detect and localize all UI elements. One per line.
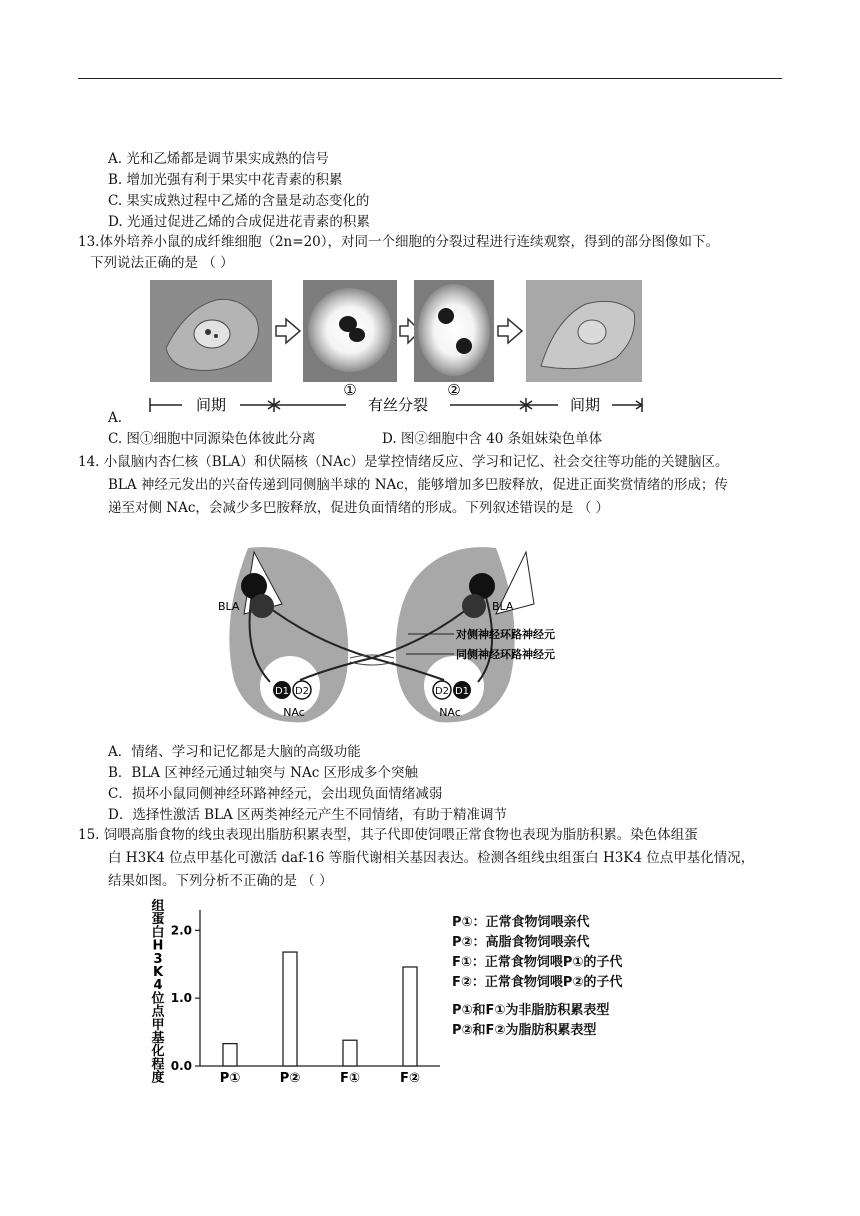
arrow-icon [276,319,300,343]
d1-label-left: D1 [274,686,290,697]
q14-stem-line2: BLA 神经元发出的兴奋传递到同侧脑半球的 NAc，能够增加多巴胺释放，促进正面奖赏情绪的形成；传 [108,477,728,493]
y-tick-label: 1.0 [170,991,192,1006]
bla-neuron-ipsilateral-left [250,594,274,618]
q12-option-d: D. 光通过促进乙烯的合成促进花青素的积累 [108,214,370,230]
x-tick-label: F① [340,1071,360,1086]
q15-stem-line2: 白 H3K4 位点甲基化可激活 daf-16 等脂代谢相关基因表达。检测各组线虫组蛋白 H3K4 位点甲基化情况， [108,850,755,866]
q15-note-fat: P②和F②为脂肪积累表型 [452,1023,597,1038]
q15-legend-p2: P②：高脂食物饲喂亲代 [452,935,590,950]
nac-label-right: NAc [439,706,461,719]
q15-legend-f1: F①：正常食物饲喂P①的子代 [452,955,623,970]
d1-label-right: D1 [454,686,470,697]
q14-option-c: C．损坏小鼠同侧神经环路神经元，会出现负面情绪减弱 [108,786,443,802]
q14-option-b: B．BLA 区神经元通过轴突与 NAc 区形成多个突触 [108,765,419,781]
label-interphase-right: 间期 [569,396,601,414]
marker-2: ② [447,381,461,399]
q13-option-a: A. [108,410,123,426]
q14-stem-line1: 14. 小鼠脑内杏仁核（BLA）和伏隔核（NAc）是掌控情绪反应、学习和记忆、社会交往等功能的关键脑区。 [78,454,729,470]
q15-note-nonfat: P①和F①为非脂肪积累表型 [452,1003,610,1018]
y-axis-label: 组蛋白 H 3 K 4 位点甲基化程度 [151,899,165,1086]
arrow-icon [498,319,522,343]
bla-neuron-ipsilateral-right [462,594,486,618]
bar-3 [343,1040,357,1066]
q14-option-d: D．选择性激活 BLA 区两类神经元产生不同情绪，有助于精准调节 [108,807,508,823]
q12-option-c: C. 果实成熟过程中乙烯的含量是动态变化的 [108,193,370,209]
q13-option-d: D. 图②细胞中含 40 条姐妹染色单体 [382,431,603,447]
mitosis-cell-image-1 [303,280,397,382]
interphase-cell-image-right [526,280,642,382]
header-rule [78,78,782,79]
q13-option-c: C. 图①细胞中同源染色体彼此分离 [108,431,316,447]
q13-stem-line1: 13.体外培养小鼠的成纤维细胞（2n=20），对同一个细胞的分裂过程进行连续观察，得到的部分图像如下。 [78,234,719,250]
q15-stem-line3: 结果如图。下列分析不正确的是 （ ） [108,873,333,889]
marker-1: ① [343,381,357,399]
bar-2 [283,952,297,1066]
nac-label-left: NAc [283,706,305,719]
label-interphase-left: 间期 [195,396,227,414]
q15-stem-line1: 15. 饲喂高脂食物的线虫表现出脂肪积累表型，其子代即使饲喂正常食物也表现为脂肪积累。染色体组蛋 [78,827,698,843]
bla-label-right: BLA [492,600,514,613]
q15-legend-f2: F②：正常食物饲喂P②的子代 [452,975,623,990]
methylation-bar-chart [140,890,450,1090]
legend-ipsilateral: 同侧神经环路神经元 [456,648,555,661]
x-tick-label: P① [219,1071,241,1086]
y-tick-label: 0.0 [170,1059,192,1073]
d2-label-left: D2 [294,686,310,697]
d2-label-right: D2 [434,686,450,697]
bar-4 [403,967,417,1066]
q15-legend-p1: P①：正常食物饲喂亲代 [452,915,590,930]
brain-circuit-diagram [210,540,610,726]
x-tick-label: P② [279,1071,301,1086]
q14-stem-line3: 递至对侧 NAc，会减少多巴胺释放，促进负面情绪的形成。下列叙述错误的是 （ ） [108,500,609,516]
bla-label-left: BLA [218,600,240,613]
legend-contralateral: 对侧神经环路神经元 [456,628,555,641]
interphase-cell-image-left [150,280,272,382]
q12-option-a: A. 光和乙烯都是调节果实成熟的信号 [108,151,329,167]
x-tick-label: F② [400,1071,420,1086]
q13-stem-line2: 下列说法正确的是 （ ） [90,255,234,271]
y-tick-label: 2.0 [170,923,192,938]
q13-cell-figure [146,278,646,420]
q12-option-b: B. 增加光强有利于果实中花青素的积累 [108,172,343,188]
mitosis-cell-image-2 [414,280,494,382]
q14-option-a: A．情绪、学习和记忆都是大脑的高级功能 [108,744,361,760]
label-mitosis: 有丝分裂 [367,396,429,414]
bar-1 [223,1044,237,1066]
